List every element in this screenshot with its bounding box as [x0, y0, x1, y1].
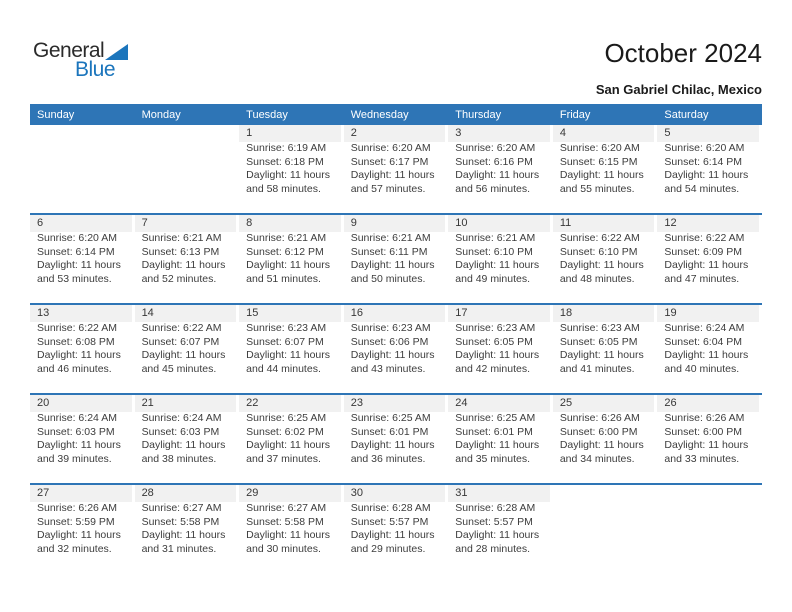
sunrise-line: Sunrise: 6:20 AM	[350, 142, 431, 154]
day-number: 1	[239, 125, 341, 142]
day-cell-2	[344, 125, 449, 213]
day-cell-28	[135, 485, 240, 573]
daylight-line-2: and 42 minutes.	[455, 362, 530, 375]
daylight-line-1: Daylight: 11 hours	[246, 349, 330, 361]
daylight-line-2: and 37 minutes.	[246, 452, 321, 465]
sunset-line: Sunset: 6:06 PM	[350, 335, 429, 348]
sunrise-line: Sunrise: 6:23 AM	[246, 322, 327, 334]
sunset-line: Sunset: 6:01 PM	[350, 425, 429, 438]
daylight-line-2: and 56 minutes.	[455, 182, 530, 195]
daylight-line-1: Daylight: 11 hours	[455, 169, 540, 181]
sunset-line: Sunset: 6:13 PM	[141, 245, 220, 258]
sunrise-line: Sunrise: 6:20 AM	[37, 232, 117, 244]
daylight-line-2: and 36 minutes.	[350, 452, 426, 465]
day-cell-8	[239, 215, 344, 303]
daylight-line-1: Daylight: 11 hours	[455, 529, 540, 541]
day-header-monday: Monday	[141, 108, 181, 121]
daylight-line-1: Daylight: 11 hours	[559, 169, 644, 181]
day-header-wednesday: Wednesday	[350, 108, 409, 121]
day-number: 23	[344, 395, 446, 412]
logo	[33, 40, 128, 80]
sunrise-line: Sunrise: 6:25 AM	[455, 412, 536, 424]
daylight-line-2: and 32 minutes.	[37, 542, 112, 555]
daylight-line-1: Daylight: 11 hours	[350, 529, 435, 541]
day-number: 28	[135, 485, 237, 502]
day-number: 4	[553, 125, 655, 142]
day-cell-empty	[553, 485, 658, 573]
day-cell-3	[448, 125, 553, 213]
daylight-line-1: Daylight: 11 hours	[246, 169, 330, 181]
logo-text-general: General	[33, 39, 105, 62]
daylight-line-1: Daylight: 11 hours	[559, 259, 644, 271]
daylight-line-1: Daylight: 11 hours	[455, 259, 540, 271]
daylight-line-2: and 57 minutes.	[350, 182, 426, 195]
daylight-line-1: Daylight: 11 hours	[141, 529, 226, 541]
daylight-line-1: Daylight: 11 hours	[350, 259, 435, 271]
day-number: 18	[553, 305, 655, 322]
day-cell-7	[135, 215, 240, 303]
daylight-line-2: and 45 minutes.	[141, 362, 217, 375]
sunrise-line: Sunrise: 6:20 AM	[455, 142, 536, 154]
sunset-line: Sunset: 6:18 PM	[246, 155, 324, 168]
daylight-line-1: Daylight: 11 hours	[559, 349, 644, 361]
sunrise-line: Sunrise: 6:20 AM	[664, 142, 745, 154]
daylight-line-1: Daylight: 11 hours	[455, 349, 540, 361]
daylight-line-1: Daylight: 11 hours	[37, 259, 121, 271]
day-cell-23	[344, 395, 449, 483]
day-cell-22	[239, 395, 344, 483]
sunrise-line: Sunrise: 6:24 AM	[37, 412, 117, 424]
day-cell-27	[30, 485, 135, 573]
daylight-line-2: and 34 minutes.	[559, 452, 635, 465]
day-number: 9	[344, 215, 446, 232]
day-number: 5	[657, 125, 759, 142]
day-number: 27	[30, 485, 132, 502]
sunrise-line: Sunrise: 6:21 AM	[350, 232, 431, 244]
day-cell-9	[344, 215, 449, 303]
daylight-line-2: and 31 minutes.	[141, 542, 217, 555]
sunrise-line: Sunrise: 6:26 AM	[664, 412, 745, 424]
day-header-tuesday: Tuesday	[246, 108, 288, 121]
day-cell-26	[657, 395, 762, 483]
day-number: 19	[657, 305, 759, 322]
daylight-line-1: Daylight: 11 hours	[246, 259, 330, 271]
sunset-line: Sunset: 6:04 PM	[664, 335, 743, 348]
day-cell-21	[135, 395, 240, 483]
sunset-line: Sunset: 6:03 PM	[141, 425, 220, 438]
daylight-line-1: Daylight: 11 hours	[664, 259, 749, 271]
sunrise-line: Sunrise: 6:22 AM	[664, 232, 745, 244]
day-header-friday: Friday	[559, 108, 591, 121]
daylight-line-2: and 58 minutes.	[246, 182, 321, 195]
week-row	[30, 483, 762, 573]
day-cell-10	[448, 215, 553, 303]
week-row	[30, 393, 762, 483]
sunset-line: Sunset: 5:59 PM	[37, 515, 115, 528]
sunrise-line: Sunrise: 6:28 AM	[455, 502, 536, 514]
day-header-saturday: Saturday	[664, 108, 709, 121]
daylight-line-2: and 44 minutes.	[246, 362, 321, 375]
day-number: 25	[553, 395, 655, 412]
daylight-line-2: and 46 minutes.	[37, 362, 112, 375]
day-number: 3	[448, 125, 550, 142]
daylight-line-2: and 33 minutes.	[664, 452, 740, 465]
sunset-line: Sunset: 6:07 PM	[141, 335, 220, 348]
day-cell-empty	[135, 125, 240, 213]
sunset-line: Sunset: 6:08 PM	[37, 335, 115, 348]
day-cell-17	[448, 305, 553, 393]
sunrise-line: Sunrise: 6:26 AM	[559, 412, 640, 424]
calendar	[30, 104, 762, 573]
sunrise-line: Sunrise: 6:24 AM	[141, 412, 222, 424]
sunset-line: Sunset: 6:03 PM	[37, 425, 115, 438]
day-header-row	[30, 104, 762, 125]
sunrise-line: Sunrise: 6:28 AM	[350, 502, 431, 514]
sunrise-line: Sunrise: 6:22 AM	[37, 322, 117, 334]
day-cell-25	[553, 395, 658, 483]
sunrise-line: Sunrise: 6:23 AM	[559, 322, 640, 334]
daylight-line-1: Daylight: 11 hours	[141, 259, 226, 271]
day-number: 29	[239, 485, 341, 502]
daylight-line-2: and 51 minutes.	[246, 272, 321, 285]
day-number: 15	[239, 305, 341, 322]
daylight-line-2: and 47 minutes.	[664, 272, 740, 285]
sunrise-line: Sunrise: 6:26 AM	[37, 502, 117, 514]
daylight-line-1: Daylight: 11 hours	[664, 169, 749, 181]
daylight-line-2: and 49 minutes.	[455, 272, 530, 285]
daylight-line-1: Daylight: 11 hours	[141, 349, 226, 361]
day-cell-empty	[657, 485, 762, 573]
day-cell-24	[448, 395, 553, 483]
daylight-line-1: Daylight: 11 hours	[664, 439, 749, 451]
daylight-line-2: and 30 minutes.	[246, 542, 321, 555]
daylight-line-2: and 39 minutes.	[37, 452, 112, 465]
sunset-line: Sunset: 6:05 PM	[559, 335, 638, 348]
page-title: October 2024	[604, 38, 762, 68]
daylight-line-2: and 41 minutes.	[559, 362, 635, 375]
daylight-line-2: and 28 minutes.	[455, 542, 530, 555]
sunset-line: Sunset: 6:02 PM	[246, 425, 324, 438]
sunset-line: Sunset: 5:57 PM	[455, 515, 533, 528]
sunset-line: Sunset: 6:16 PM	[455, 155, 533, 168]
day-cell-18	[553, 305, 658, 393]
daylight-line-2: and 43 minutes.	[350, 362, 426, 375]
daylight-line-1: Daylight: 11 hours	[246, 529, 330, 541]
day-number: 22	[239, 395, 341, 412]
day-cell-13	[30, 305, 135, 393]
day-number: 24	[448, 395, 550, 412]
sunrise-line: Sunrise: 6:24 AM	[664, 322, 745, 334]
sunrise-line: Sunrise: 6:27 AM	[246, 502, 327, 514]
daylight-line-2: and 52 minutes.	[141, 272, 217, 285]
sunset-line: Sunset: 6:15 PM	[559, 155, 638, 168]
daylight-line-1: Daylight: 11 hours	[350, 349, 435, 361]
daylight-line-1: Daylight: 11 hours	[37, 439, 121, 451]
daylight-line-1: Daylight: 11 hours	[664, 349, 749, 361]
daylight-line-2: and 38 minutes.	[141, 452, 217, 465]
day-number: 31	[448, 485, 550, 502]
calendar-grid	[30, 125, 762, 573]
day-cell-5	[657, 125, 762, 213]
sunrise-line: Sunrise: 6:25 AM	[246, 412, 327, 424]
day-cell-12	[657, 215, 762, 303]
day-number: 11	[553, 215, 655, 232]
day-number: 6	[30, 215, 132, 232]
sunrise-line: Sunrise: 6:21 AM	[455, 232, 536, 244]
day-number: 17	[448, 305, 550, 322]
sunrise-line: Sunrise: 6:22 AM	[559, 232, 640, 244]
daylight-line-2: and 35 minutes.	[455, 452, 530, 465]
day-number: 8	[239, 215, 341, 232]
daylight-line-1: Daylight: 11 hours	[350, 439, 435, 451]
daylight-line-1: Daylight: 11 hours	[246, 439, 330, 451]
day-cell-4	[553, 125, 658, 213]
sunset-line: Sunset: 6:09 PM	[664, 245, 743, 258]
daylight-line-1: Daylight: 11 hours	[350, 169, 435, 181]
sunset-line: Sunset: 6:00 PM	[664, 425, 743, 438]
daylight-line-2: and 29 minutes.	[350, 542, 426, 555]
title-block	[596, 38, 762, 97]
day-number: 20	[30, 395, 132, 412]
week-row	[30, 303, 762, 393]
week-row	[30, 213, 762, 303]
daylight-line-2: and 48 minutes.	[559, 272, 635, 285]
sunset-line: Sunset: 6:10 PM	[559, 245, 638, 258]
sunrise-line: Sunrise: 6:22 AM	[141, 322, 222, 334]
day-number: 14	[135, 305, 237, 322]
sunset-line: Sunset: 6:17 PM	[350, 155, 429, 168]
sunrise-line: Sunrise: 6:21 AM	[141, 232, 222, 244]
daylight-line-2: and 54 minutes.	[664, 182, 740, 195]
daylight-line-1: Daylight: 11 hours	[559, 439, 644, 451]
day-number: 30	[344, 485, 446, 502]
sunset-line: Sunset: 6:07 PM	[246, 335, 324, 348]
day-header-thursday: Thursday	[455, 108, 502, 121]
daylight-line-2: and 40 minutes.	[664, 362, 740, 375]
daylight-line-1: Daylight: 11 hours	[37, 529, 121, 541]
day-number: 7	[135, 215, 237, 232]
day-cell-29	[239, 485, 344, 573]
sunset-line: Sunset: 5:57 PM	[350, 515, 429, 528]
sunrise-line: Sunrise: 6:27 AM	[141, 502, 222, 514]
day-cell-20	[30, 395, 135, 483]
day-cell-15	[239, 305, 344, 393]
day-number: 13	[30, 305, 132, 322]
page-subtitle: San Gabriel Chilac, Mexico	[595, 82, 762, 97]
day-number: 12	[657, 215, 759, 232]
day-cell-31	[448, 485, 553, 573]
sunset-line: Sunset: 6:05 PM	[455, 335, 533, 348]
sunrise-line: Sunrise: 6:19 AM	[246, 142, 327, 154]
day-cell-30	[344, 485, 449, 573]
sunset-line: Sunset: 6:12 PM	[246, 245, 324, 258]
daylight-line-2: and 53 minutes.	[37, 272, 112, 285]
day-number: 26	[657, 395, 759, 412]
day-header-sunday: Sunday	[37, 108, 75, 121]
sunset-line: Sunset: 6:00 PM	[559, 425, 638, 438]
sunset-line: Sunset: 6:01 PM	[455, 425, 533, 438]
day-cell-6	[30, 215, 135, 303]
sunrise-line: Sunrise: 6:25 AM	[350, 412, 431, 424]
sunset-line: Sunset: 6:14 PM	[37, 245, 115, 258]
daylight-line-1: Daylight: 11 hours	[37, 349, 121, 361]
day-number: 2	[344, 125, 446, 142]
day-cell-19	[657, 305, 762, 393]
day-cell-14	[135, 305, 240, 393]
sunrise-line: Sunrise: 6:23 AM	[350, 322, 431, 334]
day-number: 21	[135, 395, 237, 412]
sunset-line: Sunset: 6:14 PM	[664, 155, 743, 168]
daylight-line-1: Daylight: 11 hours	[455, 439, 540, 451]
sunrise-line: Sunrise: 6:23 AM	[455, 322, 536, 334]
sunset-line: Sunset: 5:58 PM	[246, 515, 324, 528]
daylight-line-1: Daylight: 11 hours	[141, 439, 226, 451]
day-cell-11	[553, 215, 658, 303]
week-row	[30, 125, 762, 213]
sunset-line: Sunset: 6:10 PM	[455, 245, 533, 258]
logo-text-blue: Blue	[75, 58, 116, 81]
sunset-line: Sunset: 6:11 PM	[350, 245, 428, 258]
daylight-line-2: and 50 minutes.	[350, 272, 426, 285]
sunset-line: Sunset: 5:58 PM	[141, 515, 220, 528]
day-number: 10	[448, 215, 550, 232]
sunrise-line: Sunrise: 6:21 AM	[246, 232, 327, 244]
day-cell-16	[344, 305, 449, 393]
day-cell-empty	[30, 125, 135, 213]
day-cell-1	[239, 125, 344, 213]
daylight-line-2: and 55 minutes.	[559, 182, 635, 195]
day-number: 16	[344, 305, 446, 322]
sunrise-line: Sunrise: 6:20 AM	[559, 142, 640, 154]
